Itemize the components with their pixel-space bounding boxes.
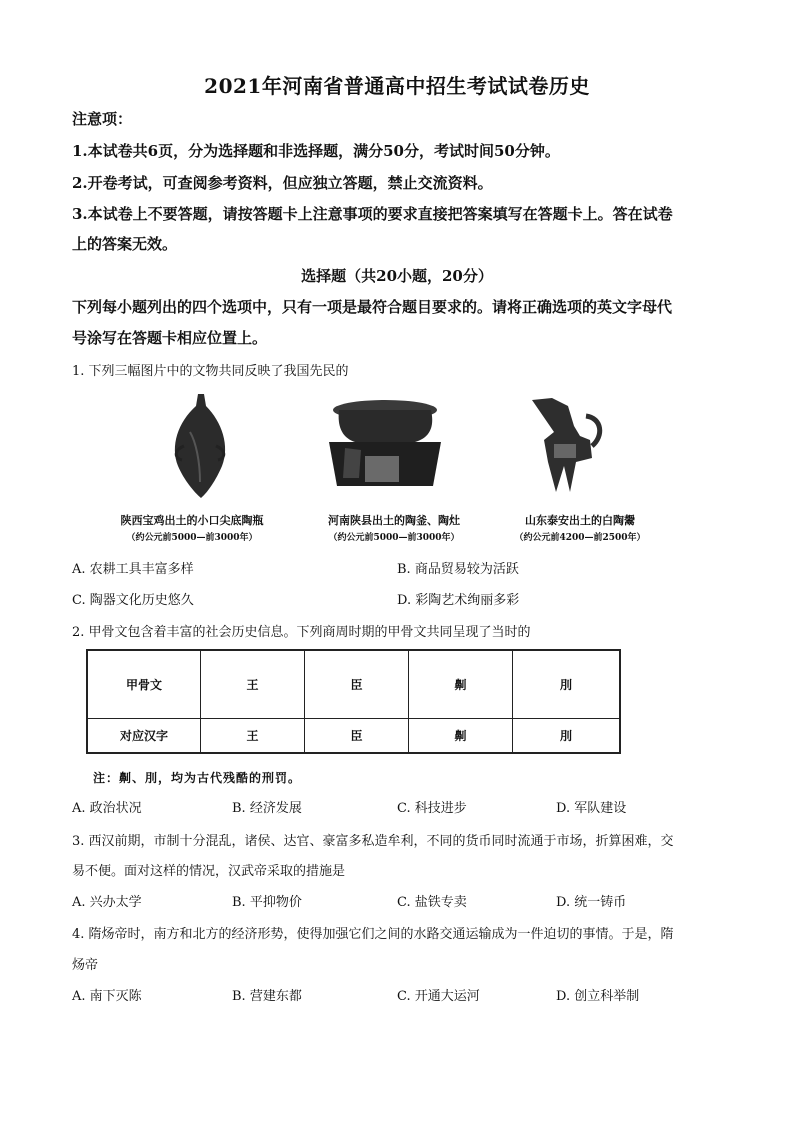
- q3-option-d[interactable]: D. 统一铸币: [556, 895, 627, 910]
- q2-stem: 2. 甲骨文包含着丰富的社会历史信息。下列商周时期的甲骨文共同呈现了当时的: [72, 625, 531, 640]
- figure-caption-2-title: 河南陕县出土的陶釜、陶灶: [328, 514, 460, 527]
- notice-item-3: 3.本试卷上不要答题，请按答题卡上注意事项的要求直接把答案填写在答题卡上。答在试卷: [72, 205, 673, 223]
- modern-char-wang: 王: [201, 718, 305, 753]
- q2-option-a[interactable]: A. 政治状况: [72, 801, 142, 816]
- figure-caption-2-date: （约公元前5000—前3000年）: [328, 533, 460, 543]
- pointed-bottom-pottery-bottle-image: [160, 392, 240, 500]
- q1-option-a[interactable]: A. 农耕工具丰富多样: [72, 562, 194, 577]
- notice-heading: 注意项：: [72, 110, 133, 128]
- section-instructions-cont: 号涂写在答题卡相应位置上。: [72, 329, 268, 347]
- q3-option-b[interactable]: B. 平抑物价: [232, 895, 302, 910]
- section-title: 选择题（共20小题，20分）: [301, 267, 493, 285]
- modern-char-row: [87, 718, 620, 753]
- q2-note: 注：劓、刖，均为古代残酷的刑罚。: [93, 771, 302, 785]
- modern-char-chen: 臣: [305, 718, 409, 753]
- figure-caption-1-date: （约公元前5000—前3000年）: [126, 533, 258, 543]
- oracle-row-header: 甲骨文: [87, 650, 201, 718]
- notice-item-3-cont: 上的答案无效。: [72, 235, 178, 253]
- figure-caption-3-title: 山东泰安出土的白陶鬶: [525, 514, 635, 527]
- q3-stem-cont: 易不便。面对这样的情况，汉武帝采取的措施是: [72, 864, 346, 879]
- figure-caption-1-title: 陕西宝鸡出土的小口尖底陶瓶: [120, 514, 264, 527]
- q1-option-c[interactable]: C. 陶器文化历史悠久: [72, 593, 194, 608]
- q4-stem-cont: 炀帝: [72, 958, 99, 973]
- notice-item-2: 2.开卷考试，可查阅参考资料，但应独立答题，禁止交流资料。: [72, 174, 493, 192]
- q4-stem: 4. 隋炀帝时，南方和北方的经济形势，使得加强它们之间的水路交通运输成为一件迫切的事情。于是，隋: [72, 927, 674, 942]
- section-instructions: 下列每小题列出的四个选项中，只有一项是最符合题目要求的。请将正确选项的英文字母代: [72, 298, 673, 316]
- oracle-glyph-wang: 王: [201, 650, 305, 718]
- q3-option-c[interactable]: C. 盐铁专卖: [397, 895, 467, 910]
- page-title: 2021年河南省普通高中招生考试试卷历史: [204, 74, 590, 98]
- pottery-cauldron-stove-image: [325, 398, 445, 490]
- oracle-glyph-row: [87, 650, 620, 718]
- q2-option-c[interactable]: C. 科技进步: [397, 801, 467, 816]
- q1-stem: 1. 下列三幅图片中的文物共同反映了我国先民的: [72, 364, 349, 379]
- q4-option-b[interactable]: B. 营建东都: [232, 989, 302, 1004]
- modern-char-yi: 劓: [409, 718, 513, 753]
- oracle-glyph-yi: 劓: [409, 650, 513, 718]
- figure-caption-1: [92, 512, 292, 543]
- q3-option-a[interactable]: A. 兴办太学: [72, 895, 142, 910]
- oracle-glyph-chen: 臣: [305, 650, 409, 718]
- figure-caption-3: [490, 512, 670, 543]
- notice-item-1: 1.本试卷共6页，分为选择题和非选择题，满分50分，考试时间50分钟。: [72, 142, 560, 160]
- q4-option-c[interactable]: C. 开通大运河: [397, 989, 480, 1004]
- q1-option-d[interactable]: D. 彩陶艺术绚丽多彩: [397, 593, 520, 608]
- q2-option-d[interactable]: D. 军队建设: [556, 801, 627, 816]
- oracle-glyph-yue: 刖: [513, 650, 621, 718]
- modern-char-yue: 刖: [513, 718, 621, 753]
- q4-option-d[interactable]: D. 创立科举制: [556, 989, 640, 1004]
- figure-caption-2: [294, 512, 494, 543]
- white-pottery-gui-image: [530, 396, 610, 496]
- modern-row-header: 对应汉字: [87, 718, 201, 753]
- q2-option-b[interactable]: B. 经济发展: [232, 801, 302, 816]
- figure-caption-3-date: （约公元前4200—前2500年）: [514, 533, 646, 543]
- q1-option-b[interactable]: B. 商品贸易较为活跃: [397, 562, 519, 577]
- q4-option-a[interactable]: A. 南下灭陈: [72, 989, 142, 1004]
- oracle-bone-table: [86, 649, 621, 754]
- q3-stem: 3. 西汉前期，市制十分混乱，诸侯、达官、豪富多私造牟利，不同的货币同时流通于市场，折算困难，交: [72, 834, 674, 849]
